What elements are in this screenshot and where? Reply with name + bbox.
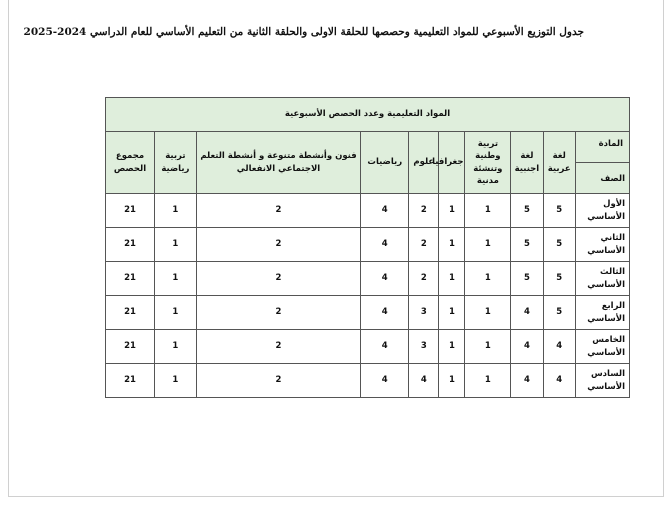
period-count-cell: 2 <box>409 194 439 228</box>
corner-subject-label: المادة <box>598 139 623 149</box>
period-count-cell: 3 <box>409 330 439 364</box>
column-header: علوم <box>409 132 439 194</box>
table-row <box>106 364 630 398</box>
period-count-cell: 1 <box>439 262 465 296</box>
period-count-cell: 5 <box>543 296 575 330</box>
period-count-cell: 1 <box>155 194 197 228</box>
period-count-cell: 4 <box>511 330 543 364</box>
period-count-cell: 1 <box>465 296 511 330</box>
column-header: تربية وطنية وتنشئة مدنية <box>465 132 511 194</box>
period-count-cell: 1 <box>155 262 197 296</box>
column-header: جغرافيا <box>439 132 465 194</box>
period-count-cell: 21 <box>106 228 155 262</box>
period-count-cell: 1 <box>465 194 511 228</box>
corner-grade-label: الصف <box>600 173 625 184</box>
period-count-cell: 4 <box>409 364 439 398</box>
period-count-cell: 1 <box>439 296 465 330</box>
table-body <box>106 194 630 398</box>
corner-divider <box>576 162 629 163</box>
period-count-cell: 2 <box>196 364 361 398</box>
table-row <box>106 194 630 228</box>
period-count-cell: 1 <box>155 228 197 262</box>
period-count-cell: 2 <box>196 194 361 228</box>
period-count-cell: 5 <box>543 228 575 262</box>
period-count-cell: 4 <box>361 228 409 262</box>
period-count-cell: 5 <box>543 262 575 296</box>
column-header: رياضيات <box>361 132 409 194</box>
table-row <box>106 330 630 364</box>
period-count-cell: 3 <box>409 296 439 330</box>
period-count-cell: 1 <box>439 330 465 364</box>
period-count-cell: 21 <box>106 296 155 330</box>
period-count-cell: 4 <box>543 364 575 398</box>
period-count-cell: 1 <box>465 330 511 364</box>
period-count-cell: 5 <box>511 262 543 296</box>
corner-header <box>575 132 629 194</box>
period-count-cell: 4 <box>361 194 409 228</box>
period-count-cell: 1 <box>439 364 465 398</box>
grade-label: الرابع الأساسي <box>575 296 629 330</box>
period-count-cell: 1 <box>465 262 511 296</box>
period-count-cell: 4 <box>361 296 409 330</box>
period-count-cell: 21 <box>106 330 155 364</box>
grade-label: الأول الأساسي <box>575 194 629 228</box>
column-header: لغة اجنبية <box>511 132 543 194</box>
document-title: جدول التوزيع الأسبوعي للمواد التعليمية وحصصها للحلقة الاولى والحلقة الثانية من التعليم الأساسي للعام الدراسي 2024-2025 <box>23 26 584 38</box>
period-count-cell: 4 <box>543 330 575 364</box>
column-header-row <box>106 132 630 194</box>
table-row <box>106 262 630 296</box>
column-header: فنون وأنشطة متنوعة و أنشطة التعلم الاجتماعي الانفعالي <box>196 132 361 194</box>
schedule-table <box>105 97 630 398</box>
group-header: المواد التعليمية وعدد الحصص الأسبوعية <box>106 98 630 132</box>
period-count-cell: 1 <box>155 364 197 398</box>
period-count-cell: 5 <box>543 194 575 228</box>
period-count-cell: 2 <box>196 330 361 364</box>
period-count-cell: 1 <box>155 330 197 364</box>
period-count-cell: 1 <box>155 296 197 330</box>
period-count-cell: 5 <box>511 228 543 262</box>
period-count-cell: 21 <box>106 194 155 228</box>
period-count-cell: 4 <box>361 364 409 398</box>
grade-label: الثاني الأساسي <box>575 228 629 262</box>
column-header: تربية رياضية <box>155 132 197 194</box>
grade-label: الثالث الأساسي <box>575 262 629 296</box>
period-count-cell: 4 <box>511 296 543 330</box>
period-count-cell: 4 <box>361 262 409 296</box>
period-count-cell: 2 <box>409 228 439 262</box>
period-count-cell: 1 <box>439 228 465 262</box>
grade-label: السادس الأساسي <box>575 364 629 398</box>
period-count-cell: 1 <box>465 364 511 398</box>
period-count-cell: 2 <box>409 262 439 296</box>
table-row <box>106 228 630 262</box>
period-count-cell: 2 <box>196 296 361 330</box>
grade-label: الخامس الأساسي <box>575 330 629 364</box>
column-header: مجموع الحصص <box>106 132 155 194</box>
column-header: لغة عربية <box>543 132 575 194</box>
period-count-cell: 2 <box>196 228 361 262</box>
period-count-cell: 4 <box>511 364 543 398</box>
period-count-cell: 21 <box>106 262 155 296</box>
period-count-cell: 1 <box>465 228 511 262</box>
period-count-cell: 5 <box>511 194 543 228</box>
period-count-cell: 21 <box>106 364 155 398</box>
table-row <box>106 296 630 330</box>
period-count-cell: 4 <box>361 330 409 364</box>
period-count-cell: 2 <box>196 262 361 296</box>
period-count-cell: 1 <box>439 194 465 228</box>
